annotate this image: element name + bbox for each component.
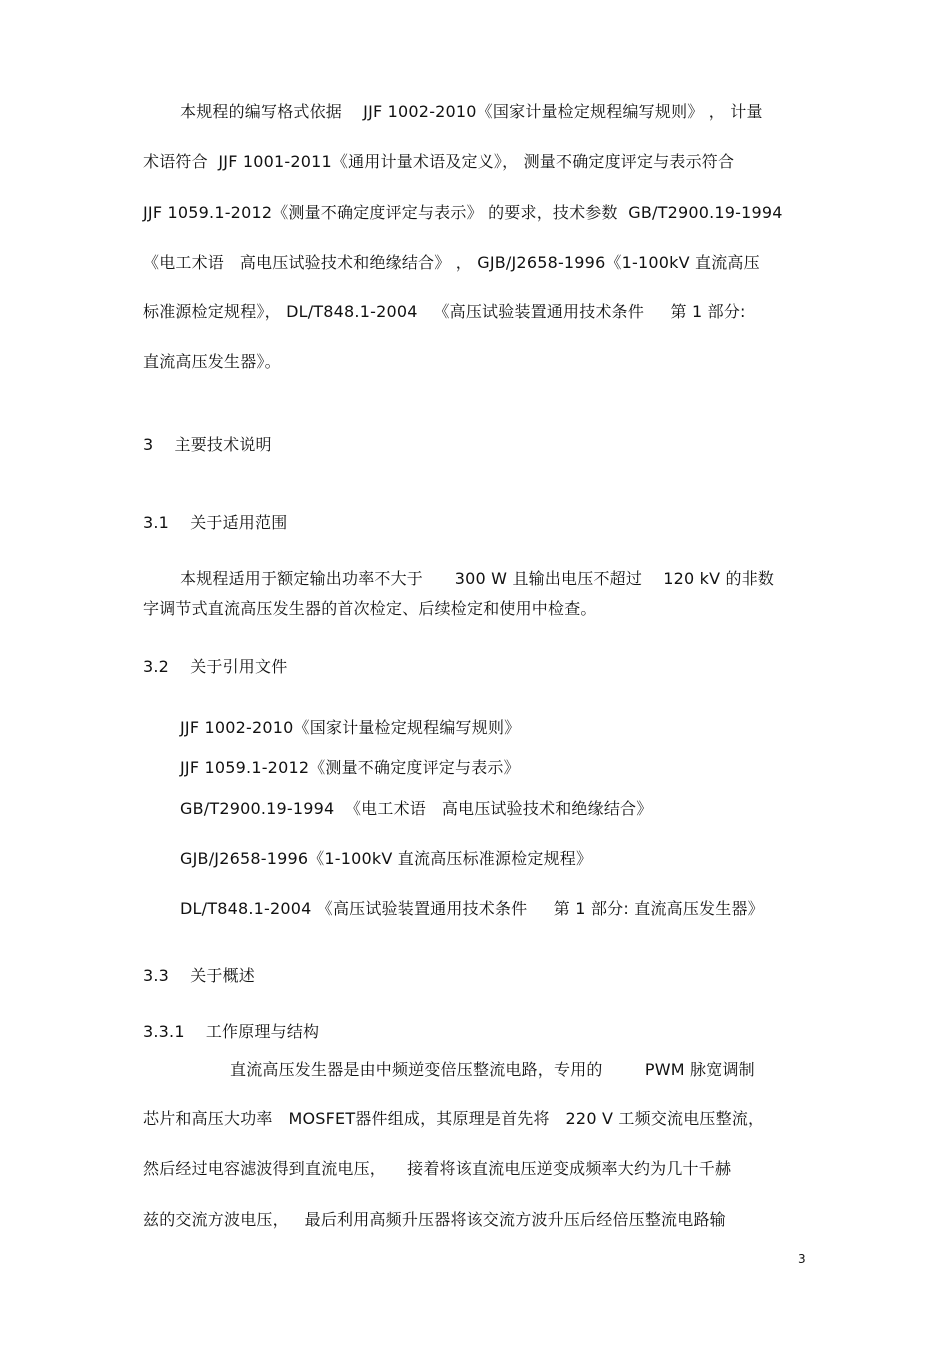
reference-item: DL/T848.1-2004 《高压试验装置通用技术条件 第 1 部分: 直流高压发生器》 (180, 899, 764, 918)
principle-line-2: 芯片和高压大功率 MOSFET器件组成，其原理是首先将 220 V 工频交流电压整流， (143, 1109, 765, 1128)
principle-line-4: 兹的交流方波电压， 最后利用高频升压器将该交流方波升压后经倍压整流电路输 (143, 1210, 726, 1229)
principle-line-3: 然后经过电容滤波得到直流电压， 接着将该直流电压逆变成频率大约为几十千赫 (143, 1159, 732, 1178)
intro-line-4: 《电工术语 高电压试验技术和绝缘结合》 ， GJB/J2658-1996《1-100kV 直流高压 (143, 253, 760, 272)
reference-item: JJF 1059.1-2012《测量不确定度评定与表示》 (180, 758, 520, 777)
scope-line-1: 本规程适用于额定输出功率不大于 300 W 且输出电压不超过 120 kV 的非数 (180, 569, 775, 588)
section-3-2-heading: 3.2 关于引用文件 (143, 657, 288, 676)
scope-line-2: 字调节式直流高压发生器的首次检定、后续检定和使用中检查。 (143, 599, 597, 618)
intro-line-2: 术语符合 JJF 1001-2011《通用计量术语及定义》， 测量不确定度评定与表示符合 (143, 152, 735, 171)
principle-line-1: 直流高压发生器是由中频逆变倍压整流电路，专用的 PWM 脉宽调制 (230, 1060, 755, 1079)
intro-line-6: 直流高压发生器》。 (143, 352, 281, 371)
section-3-heading: 3 主要技术说明 (143, 435, 272, 454)
section-3-3-1-heading: 3.3.1 工作原理与结构 (143, 1022, 320, 1041)
reference-item: GJB/J2658-1996《1-100kV 直流高压标准源检定规程》 (180, 849, 593, 868)
section-3-3-heading: 3.3 关于概述 (143, 966, 255, 985)
reference-item: JJF 1002-2010《国家计量检定规程编写规则》 (180, 718, 521, 737)
reference-item: GB/T2900.19-1994 《电工术语 高电压试验技术和绝缘结合》 (180, 799, 653, 818)
section-3-1-heading: 3.1 关于适用范围 (143, 513, 288, 532)
intro-line-5: 标准源检定规程》， DL/T848.1-2004 《高压试验装置通用技术条件 第 1 部分: (143, 302, 746, 321)
intro-line-1: 本规程的编写格式依据 JJF 1002-2010《国家计量检定规程编写规则》 ， 计量 (180, 102, 763, 121)
page-number: 3 (798, 1252, 806, 1266)
intro-line-3: JJF 1059.1-2012《测量不确定度评定与表示》 的要求，技术参数 GB/T2900.19-1994 (143, 203, 783, 222)
